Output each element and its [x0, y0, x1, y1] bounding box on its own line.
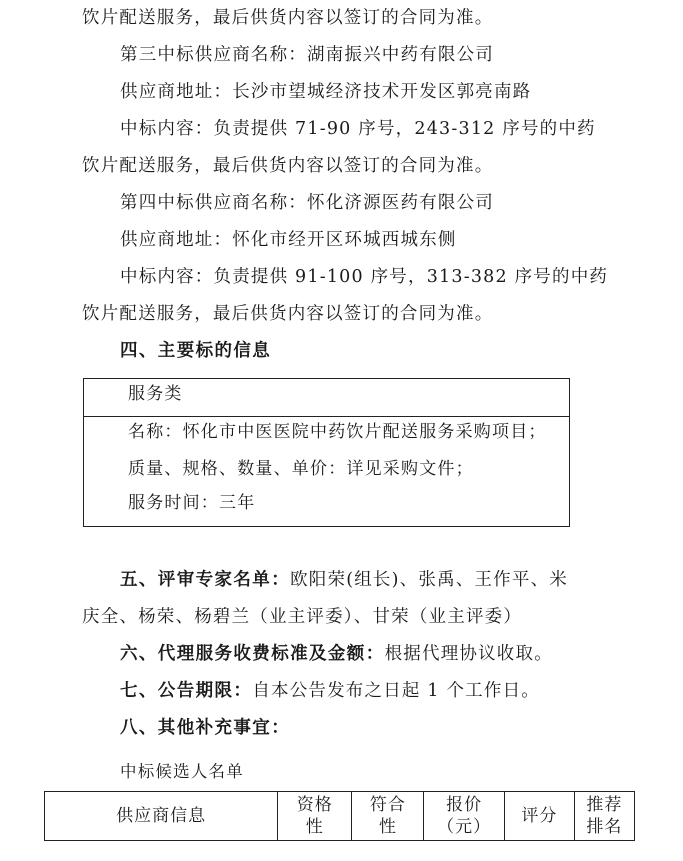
supplier-3-address: 供应商地址：长沙市望城经济技术开发区郭亮南路: [120, 82, 532, 102]
section-6-text: 根据代理协议收取。: [384, 644, 553, 664]
candidates-caption: 中标候选人名单: [120, 762, 244, 781]
section-5-text-cont: 庆全、杨荣、杨碧兰（业主评委）、甘荣（业主评委）: [82, 607, 523, 627]
paragraph-line: 饮片配送服务，最后供货内容以签订的合同为准。: [82, 156, 494, 176]
section-4-heading: 四、主要标的信息: [120, 341, 272, 361]
section-7-label: 七、公告期限：: [120, 681, 253, 701]
col-supplier: 供应商信息: [45, 792, 278, 841]
section-5-text: 欧阳荣(组长)、张禹、王作平、米: [290, 570, 568, 590]
paragraph-line: 饮片配送服务，最后供货内容以签订的合同为准。: [82, 8, 494, 28]
col-score: 评分: [504, 792, 574, 841]
section-7-text: 自本公告发布之日起 1 个工作日。: [252, 681, 540, 701]
supplier-3-name: 第三中标供应商名称：湖南振兴中药有限公司: [120, 45, 494, 65]
box-header: 服务类: [128, 384, 183, 404]
supplier-4-name: 第四中标供应商名称：怀化济源医药有限公司: [120, 193, 494, 213]
col-qualification: 资格 性: [278, 792, 352, 841]
section-6-label: 六、代理服务收费标准及金额：: [120, 644, 385, 664]
section-7-line: [120, 680, 540, 702]
col-rank: 推荐 排名: [574, 792, 634, 841]
box-divider: [84, 416, 569, 417]
supplier-4-content: 中标内容：负责提供 91-100 序号，313-382 序号的中药: [120, 267, 609, 287]
col-price: 报价 （元）: [424, 792, 505, 841]
supplier-4-address: 供应商地址：怀化市经开区环城西城东侧: [120, 230, 457, 250]
section-5-label: 五、评审专家名单：: [120, 570, 291, 590]
section-6-line: [120, 643, 553, 665]
candidates-table: [44, 791, 635, 841]
quality-spec: 质量、规格、数量、单价：详见采购文件；: [128, 459, 474, 479]
paragraph-line: 饮片配送服务，最后供货内容以签订的合同为准。: [82, 304, 494, 324]
table-header-row: [45, 792, 635, 841]
service-time: 服务时间：三年: [128, 493, 256, 513]
supplier-3-content: 中标内容：负责提供 71-90 序号，243-312 序号的中药: [120, 119, 596, 139]
col-compliance: 符合 性: [352, 792, 424, 841]
project-name: 名称：怀化市中医医院中药饮片配送服务采购项目；: [128, 422, 547, 442]
section-5-line: [120, 569, 568, 591]
subject-info-box: [83, 378, 570, 527]
section-8-heading: 八、其他补充事宜：: [120, 718, 291, 738]
